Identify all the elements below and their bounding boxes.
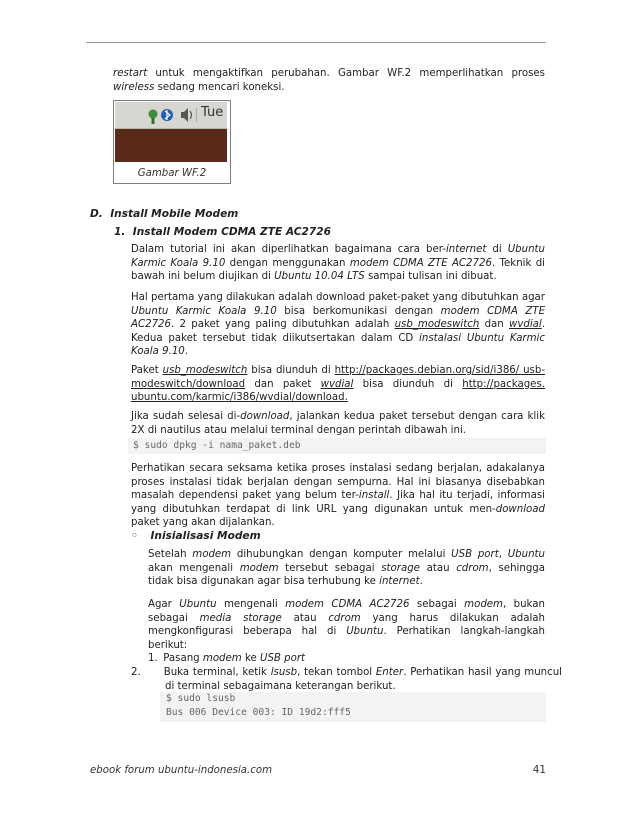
- paragraph-agar-ubuntu: Agar Ubuntu mengenali modem CDMA AC2726 sebagai modem, bukan sebagai media storage atau cdrom yang harus dilakukan adalah mengkonfigurasi beberapa hal di Ubuntu. Perhatikan langkah-langkah berikut:: [148, 599, 546, 651]
- paragraph-links: Paket usb_modeswitch bisa diunduh di http://packages.debian.org/sid/i386/ usb-modeswitch/download dan paket wvdial bisa diunduh di http://packages. ubuntu.com/karmic/i386/wvdial/download.: [131, 365, 545, 404]
- section-d-title: Install Mobile Modem: [110, 208, 239, 220]
- subsection-heading: [131, 530, 261, 544]
- list-step-1-number: 1.: [148, 653, 158, 664]
- footer-page-number: 41: [532, 764, 546, 776]
- code-dpkg: $ sudo dpkg -i nama_paket.deb: [133, 440, 301, 451]
- paragraph-install: Jika sudah selesai di-download, jalankan kedua paket tersebut dengan cara klik 2X di nautilus atau melalui terminal dengan perintah dibawah ini.: [131, 411, 545, 436]
- subsection-bullet: ◦: [131, 530, 138, 542]
- subsection-title: Inisialisasi Modem: [150, 530, 261, 542]
- item-1-title: Install Modem CDMA ZTE AC2726: [132, 226, 332, 238]
- item-1-number: 1.: [114, 226, 126, 238]
- list-step-2-number: 2.: [131, 667, 141, 678]
- network-icon: [149, 110, 158, 125]
- list-step-1: 1. Pasang modem ke USB port: [148, 653, 306, 664]
- footer-source: ebook forum ubuntu-indonesia.com: [90, 765, 273, 776]
- link-ubuntu-packages[interactable]: http://packages. ubuntu.com/karmic/i386/wvdial/download.: [131, 378, 545, 404]
- top-rule: [86, 42, 546, 43]
- list-step-2: 2. Buka terminal, ketik lsusb, tekan tombol Enter. Perhatikan hasil yang muncul di terminal sebagaimana keterangan berikut.: [131, 667, 563, 692]
- section-d-label: D.: [90, 208, 103, 220]
- paragraph-restart: restart untuk mengaktifkan perubahan. Gambar WF.2 memperlihatkan proses wireless sedang mencari koneksi.: [113, 68, 545, 93]
- figure-wf2: [113, 100, 231, 184]
- panel-bar: [115, 102, 227, 129]
- desktop-background: [115, 129, 227, 162]
- bluetooth-icon: [161, 109, 173, 121]
- volume-icon: [181, 108, 192, 122]
- clock-text: Tue: [201, 105, 224, 120]
- figure-caption: Gambar WF.2: [137, 168, 207, 179]
- item-1-heading: [114, 226, 331, 240]
- paragraph-perhatikan: Perhatikan secara seksama ketika proses instalasi sedang berjalan, adakalanya proses instalasi tidak berjalan dengan sempurna. Hal ini biasanya disebabkan masalah dependensi paket yang belum ter-install. Jika hal itu terjadi, informasi yang dibutuhkan terdapat di link URL yang digunakan untuk men-download paket yang akan dijalankan.: [131, 463, 545, 529]
- paragraph-setelah-modem: Setelah modem dihubungkan dengan komputer melalui USB port, Ubuntu akan mengenali modem tersebut sebagai storage atau cdrom, sehingga tidak bisa digunakan agar bisa terhubung ke internet.: [148, 549, 545, 588]
- paragraph-download: Hal pertama yang dilakukan adalah download paket-paket yang dibutuhkan agar Ubuntu Karmic Koala 9.10 bisa berkomunikasi dengan modem CDMA ZTE AC2726. 2 paket yang paling dibutuhkan adalah usb_modeswitch dan wvdial. Kedua paket tersebut tidak diikutsertakan dalam CD instalasi Ubuntu Karmic Koala 9.10.: [131, 292, 545, 358]
- paragraph-tutorial: Dalam tutorial ini akan diperlihatkan bagaimana cara ber-internet di Ubuntu Karmic Koala 9.10 dengan menggunakan modem CDMA ZTE AC2726. Teknik di bawah ini belum diujikan di Ubuntu 10.04 LTS sampai tulisan ini dibuat.: [131, 244, 545, 283]
- code-lsusb-1: $ sudo lsusb: [166, 693, 236, 704]
- code-lsusb-2: Bus 006 Device 003: ID 19d2:fff5: [166, 707, 351, 718]
- section-d-heading: [90, 208, 238, 222]
- link-debian-packages[interactable]: http://packages.debian.org/sid/i386/ usb-modeswitch/download: [131, 365, 545, 390]
